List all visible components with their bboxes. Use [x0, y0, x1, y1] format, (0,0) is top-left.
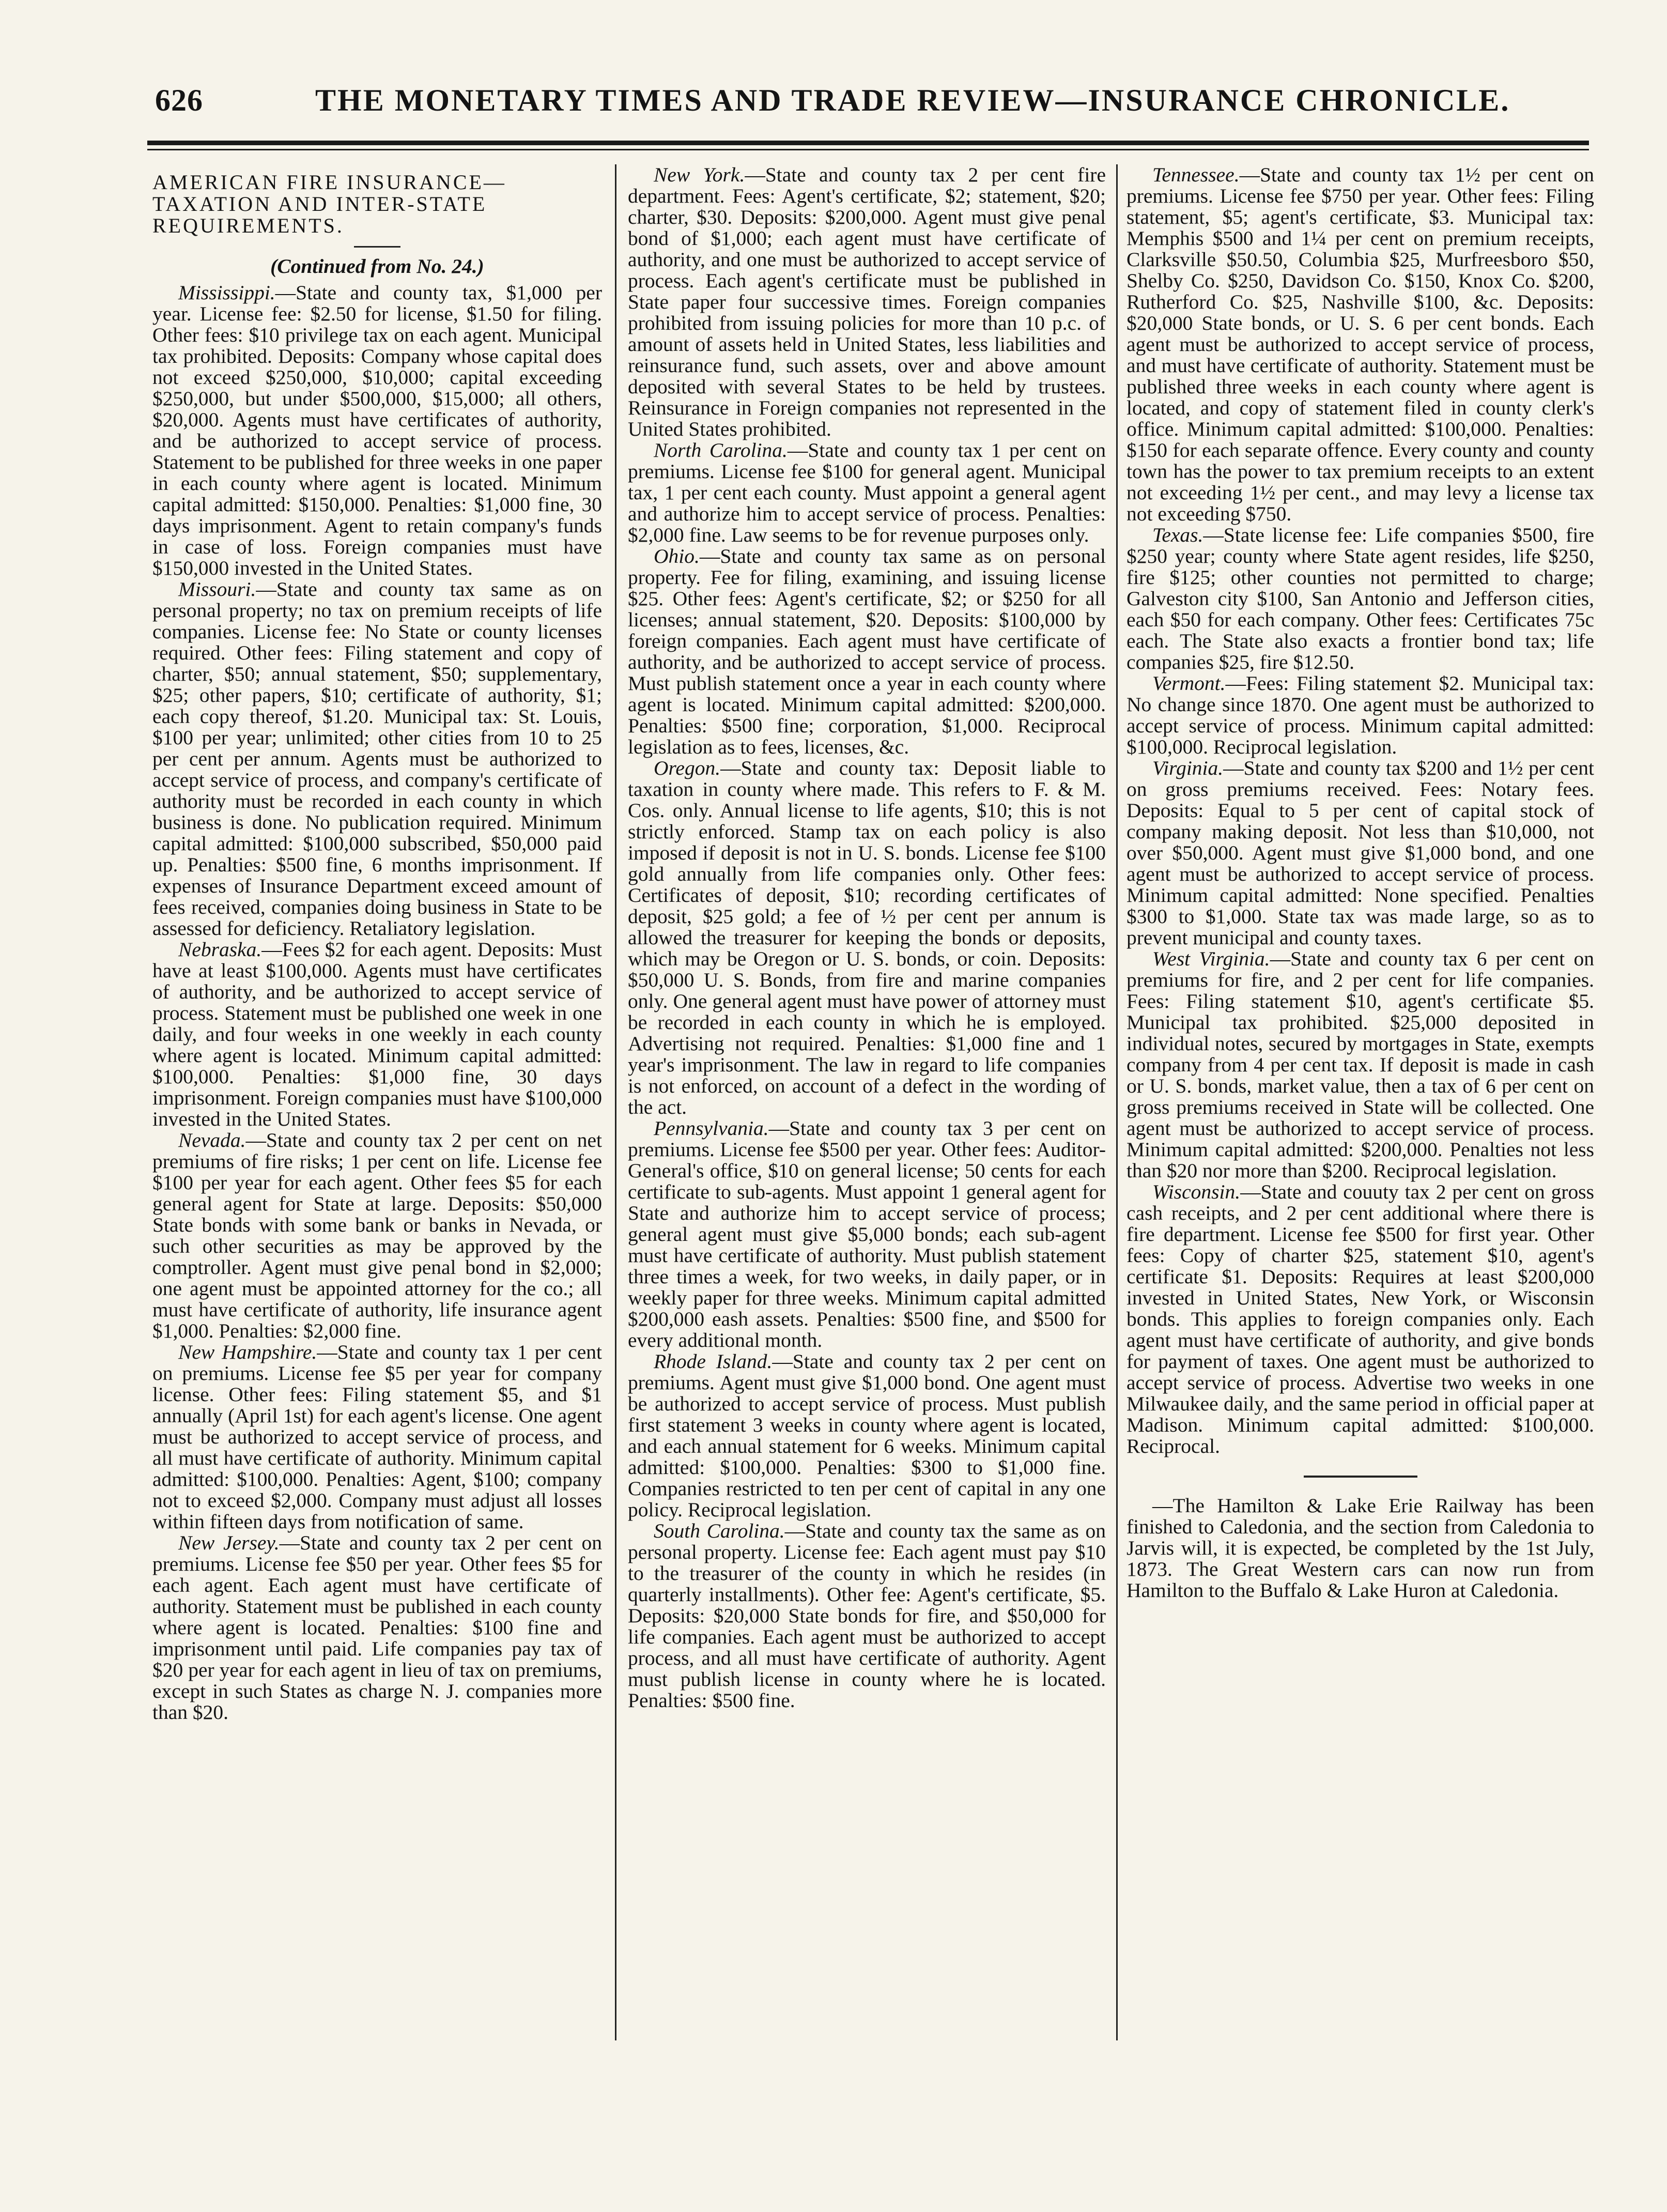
state-name: New Jersey. — [178, 1531, 280, 1554]
entry-text: —State and county tax 2 per cent on premiums. Agent must give $1,000 bond. One agent must be authorized to accept service of process. Must publish first statement 3 weeks in county where agent is located, and each annual statement for 6 weeks. Minimum capital admitted: $100,000. Penalties: $300 to $1,000 fine. Companies restricted to ten per cent of capital in any one policy. Reciprocal legislation. — [628, 1350, 1106, 1521]
entry-text: —State and county tax 6 per cent on premiums for fire, and 2 per cent for life companies. Fees: Filing statement $10, agent's certificate $5. Municipal tax prohibited. $25,000 deposited in individual notes, secured by mortgages in State, exempts company from 4 per cent tax. If deposit is made in cash or U. S. bonds, market value, then a tax of 6 per cent on gross premiums received in State will be collected. One agent must be authorized to accept service of process. Minimum capital admitted: $200,000. Penalties not less than $20 nor more than $200. Reciprocal legislation. — [1126, 947, 1594, 1182]
running-title: THE MONETARY TIMES AND TRADE REVIEW—INSURANCE CHRONICLE. — [315, 83, 1510, 117]
entry-nevada — [152, 1130, 602, 1342]
entry-new-jersey — [152, 1532, 602, 1723]
state-name: South Carolina. — [654, 1519, 785, 1542]
entry-new-hampshire — [152, 1342, 602, 1532]
column-3 — [1126, 164, 1594, 2077]
entry-ohio — [628, 546, 1106, 758]
entry-rhode-island — [628, 1351, 1106, 1520]
state-name: Wisconsin. — [1152, 1180, 1241, 1203]
entry-new-york — [628, 164, 1106, 440]
article-heading: AMERICAN FIRE INSURANCE—TAXATION AND INTER-STATE REQUIREMENTS. — [152, 171, 506, 237]
entry-nebraska — [152, 939, 602, 1130]
state-name: Mississippi. — [178, 281, 275, 304]
entry-pennsylvania — [628, 1118, 1106, 1351]
entry-wisconsin — [1126, 1181, 1594, 1457]
entry-mississippi — [152, 282, 602, 579]
entry-text: —State and county tax 1 per cent on premiums. License fee $100 for general agent. Municipal tax, 1 per cent each county. Must appoint a general agent and authorize him to accept service of process. Penalties: $2,000 fine. Law seems to be for revenue purposes only. — [628, 439, 1106, 546]
entry-vermont — [1126, 673, 1594, 758]
entry-text: —State and county tax 1 per cent on premiums. License fee $5 per year for company license. Other fees: Filing statement $5, and $1 annually (April 1st) for each agent's license. One agent must be authorized to accept service of process, and all must have certificate of authority. Minimum capital admitted: $100,000. Penalties: Agent, $100; company not to exceed $2,000. Company must adjust all losses within fifteen days from notification of same. — [152, 1341, 602, 1533]
news-item: —The Hamilton & Lake Erie Railway has been finished to Caledonia, and the section from Caledonia to Jarvis will, it is expected, be completed by the 1st July, 1873. The Great Western cars can now run from Hamilton to the Buffalo & Lake Huron at Caledonia. — [1126, 1494, 1594, 1602]
column-divider — [615, 164, 616, 2040]
entry-text: —State and county tax 2 per cent fire department. Fees: Agent's certificate, $2; statement, $20; charter, $30. Deposits: $200,000. Agent must give penal bond of $1,000; each agent must have certificate of authority, and one must be authorized to accept service of process. Each agent's certificate must be published in State paper four successive times. Foreign companies prohibited from issuing policies for more than 10 p.c. of amount of assets held in United States, less liabilities and reinsurance fund, such assets, over and above amount deposited with several States to be held by trustees. Reinsurance in Foreign companies not represented in the United States prohibited. — [628, 164, 1106, 440]
state-name: Oregon. — [654, 757, 721, 779]
entry-text: —State and county tax same as on personal property. Fee for filing, examining, and issuing license $25. Other fees: Agent's certificate, $2; or $250 for all licenses; annual statement, $20. Deposits: $100,000 by foreign companies. Each agent must have certificate of authority, and be authorized to accept service of process. Must publish statement once a year in each county where agent is located. Minimum capital admitted: $200,000. Penalties: $500 fine; corporation, $1,000. Reciprocal legislation as to fees, licenses, &c. — [628, 545, 1106, 758]
heading-rule — [354, 246, 400, 248]
state-name: Vermont. — [1152, 672, 1226, 695]
state-name: West Virginia. — [1152, 947, 1270, 970]
state-name: Virginia. — [1152, 757, 1224, 779]
entry-text: —State and county tax $200 and 1½ per cent on gross premiums received. Fees: Notary fees. Deposits: Equal to 5 per cent of capital stock of company making deposit. Not less than $10,000, not over $50,000. Agent must give $1,000 bond, and one agent must be authorized to accept service of process. Minimum capital admitted: None specified. Penalties $300 to $1,000. State tax was made large, so as to prevent municipal and county taxes. — [1126, 757, 1594, 949]
section-rule — [1304, 1476, 1417, 1478]
entry-texas — [1126, 525, 1594, 673]
state-name: New York. — [654, 164, 745, 186]
entry-text: —State and county tax 2 per cent on net premiums of fire risks; 1 per cent on life. License fee $100 per year for each agent. Other fees $5 for each general agent for State at large. Deposits: $50,000 State bonds with some bank or banks in Nevada, or such other securities as may be approved by the comptroller. Agent must give penal bond in $2,000; one agent must be appointed attorney for the co.; all must have certificate of authority, life insurance agent $1,000. Penalties: $2,000 fine. — [152, 1129, 602, 1342]
column-2 — [628, 164, 1106, 2077]
page-number: 626 — [155, 83, 203, 117]
state-name: New Hampshire. — [178, 1341, 317, 1363]
state-name: Nevada. — [178, 1129, 246, 1151]
entry-tennessee — [1126, 164, 1594, 525]
entry-text: —State and county tax 3 per cent on premiums. License fee $500 per year. Other fees: Auditor-General's office, $10 on general license; 50 cents for each certificate to sub-agents. Must appoint 1 general agent for State and authorize him to accept service of process; general agent must give $5,000 bonds; each sub-agent must have certificate of authority. Must publish statement three times a week, for two weeks, in daily paper, or in weekly paper for three weeks. Minimum capital admitted $200,000 eash assets. Penalties: $500 fine, and $500 for every additional month. — [628, 1117, 1106, 1351]
entry-text: —State and county tax the same as on personal property. License fee: Each agent must pay $10 to the treasurer of the county in which he resides (in quarterly installments). Other fee: Agent's certificate, $5. Deposits: $20,000 State bonds for fire, and $50,000 for life companies. Each agent must be authorized to accept process, and all must have certificate of authority. Agent must publish license in county where he is located. Penalties: $500 fine. — [628, 1519, 1106, 1712]
state-name: Texas. — [1152, 524, 1203, 546]
state-name: Nebraska. — [178, 938, 262, 961]
state-name: Missouri. — [178, 578, 256, 601]
entry-text: —State and county tax 1½ per cent on premiums. License fee $750 per year. Other fees: Filing statement, $5; agent's certificate, $3. Municipal tax: Memphis $500 and 1¼ per cent on premium receipts, Clarksville $50.50, Columbia $25, Murfreesboro $50, Shelby Co. $250, Davidson Co. $150, Knox Co. $200, Rutherford Co. $25, Nashville $100, &c. Deposits: $20,000 State bonds, or U. S. 6 per cent bonds. Each agent must be authorized to accept service of process, and must have certificate of authority. Statement must be published three weeks in each county where agent is located, and copy of statement filed in county clerk's office. Minimum capital admitted: $100,000. Penalties: $150 for each separate offence. Every county and county town has the power to tax premium receipts to an extent not exceeding 1½ per cent., and may levy a license tax not exceeding $750. — [1126, 164, 1594, 525]
entry-text: —State and county tax, $1,000 per year. License fee: $2.50 for license, $1.50 for filing. Other fees: $10 privilege tax on each agent. Municipal tax prohibited. Deposits: Company whose capital does not exceed $250,000, $10,000; capital exceeding $250,000, but under $500,000, $15,000; all others, $20,000. Agents must have certificates of authority, and be authorized to accept service of process. Statement to be published for three weeks in one paper in each county where agent is located. Minimum capital admitted: $150,000. Penalties: $1,000 fine, 30 days imprisonment. Agent to retain company's funds in case of loss. Foreign companies must have $150,000 invested in the United States. — [152, 281, 602, 579]
entry-north-carolina — [628, 440, 1106, 546]
column-1 — [152, 164, 602, 2077]
entry-text: —State and county tax: Deposit liable to taxation in county where made. This refers to F. & M. Cos. only. Annual license to life agents, $10; this is not strictly enforced. Stamp tax on each policy is also imposed if deposit is not in U. S. bonds. License fee $100 gold annually from life companies only. Other fees: Certificates of deposit, $10; recording certificates of deposit, $25 gold; a fee of ½ per cent per annum is allowed the treasurer for keeping the bonds or deposits, which may be Oregon or U. S. bonds, or coin. Deposits: $50,000 U. S. Bonds, from fire and marine companies only. One general agent must have power of attorney must be recorded in each county in which he is employed. Advertising not required. Penalties: $1,000 fine and 1 year's imprisonment. The law in regard to life companies is not enforced, on account of a defect in the wording of the act. — [628, 757, 1106, 1118]
column-divider — [1116, 164, 1118, 2040]
entry-text: —State license fee: Life companies $500, fire $250 year; county where State agent resides, life $250, fire $125; other counties not permitted to charge; Galveston city $100, San Antonio and Jefferson cities, each $50 for each company. Other fees: Certificates 75c each. The State also exacts a frontier bond tax; life companies $25, fire $12.50. — [1126, 524, 1594, 673]
continued-note: (Continued from No. 24.) — [270, 255, 484, 278]
header-rule-thin — [147, 149, 1589, 150]
state-name: Tennessee. — [1152, 164, 1240, 186]
entry-missouri — [152, 579, 602, 939]
header-rule — [147, 141, 1589, 145]
entry-text: —State and couuty tax 2 per cent on gross cash receipts, and 2 per cent additional where there is fire department. License fee $500 for first year. Other fees: Copy of charter $25, statement $10, agent's certificate $1. Deposits: Requires at least $200,000 invested in United States, New York, or Wisconsin bonds. This applies to foreign companies only. Each agent must have certificate of authority, and give bonds for payment of taxes. One agent must be authorized to accept service of process. Advertise two weeks in one Milwaukee daily, and the same period in official paper at Madison. Minimum capital admitted: $100,000. Reciprocal. — [1126, 1180, 1594, 1457]
state-name: Pennsylvania. — [654, 1117, 769, 1140]
entry-west-virginia — [1126, 948, 1594, 1181]
entry-text: —Fees: Filing statement $2. Municipal tax: No change since 1870. One agent must be authorized to accept service of process. Minimum capital admitted: $100,000. Reciprocal legislation. — [1126, 672, 1594, 758]
state-name: Rhode Island. — [654, 1350, 773, 1373]
entry-text: —State and county tax same as on personal property; no tax on premium receipts of life companies. License fee: No State or county licenses required. Other fees: Filing statement and copy of charter, $50; annual statement, $50; supplementary, $25; other papers, $10; certificate of authority, $1; each copy thereof, $1.20. Municipal tax: St. Louis, $100 per year; unlimited; other cities from 10 to 25 per cent per annum. Agents must be authorized to accept service of process, and company's certificate of authority must be recorded in each county in which business is done. No publication required. Minimum capital admitted: $100,000 subscribed, $50,000 paid up. Penalties: $500 fine, 6 months imprisonment. If expenses of Insurance Department exceed amount of fees received, companies doing business in State to be assessed for deficiency. Retaliatory legislation. — [152, 578, 602, 940]
state-name: Ohio. — [654, 545, 700, 567]
entry-oregon — [628, 758, 1106, 1118]
entry-virginia — [1126, 758, 1594, 948]
entry-text: —State and county tax 2 per cent on premiums. License fee $50 per year. Other fees $5 for each agent. Each agent must have certificate of authority. Statement must be published in each county where agent is located. Penalties: $100 fine and imprisonment until paid. Life companies pay tax of $20 per year for each agent in lieu of tax on premiums, except in such States as charge N. J. companies more than $20. — [152, 1531, 602, 1724]
entry-text: —Fees $2 for each agent. Deposits: Must have at least $100,000. Agents must have certificates of authority, and be authorized to accept service of process. Statement must be published one week in one daily, and four weeks in one weekly in each county where agent is located. Minimum capital admitted: $100,000. Penalties: $1,000 fine, 30 days imprisonment. Foreign companies must have $100,000 invested in the United States. — [152, 938, 602, 1130]
entry-south-carolina — [628, 1520, 1106, 1711]
state-name: North Carolina. — [654, 439, 788, 462]
